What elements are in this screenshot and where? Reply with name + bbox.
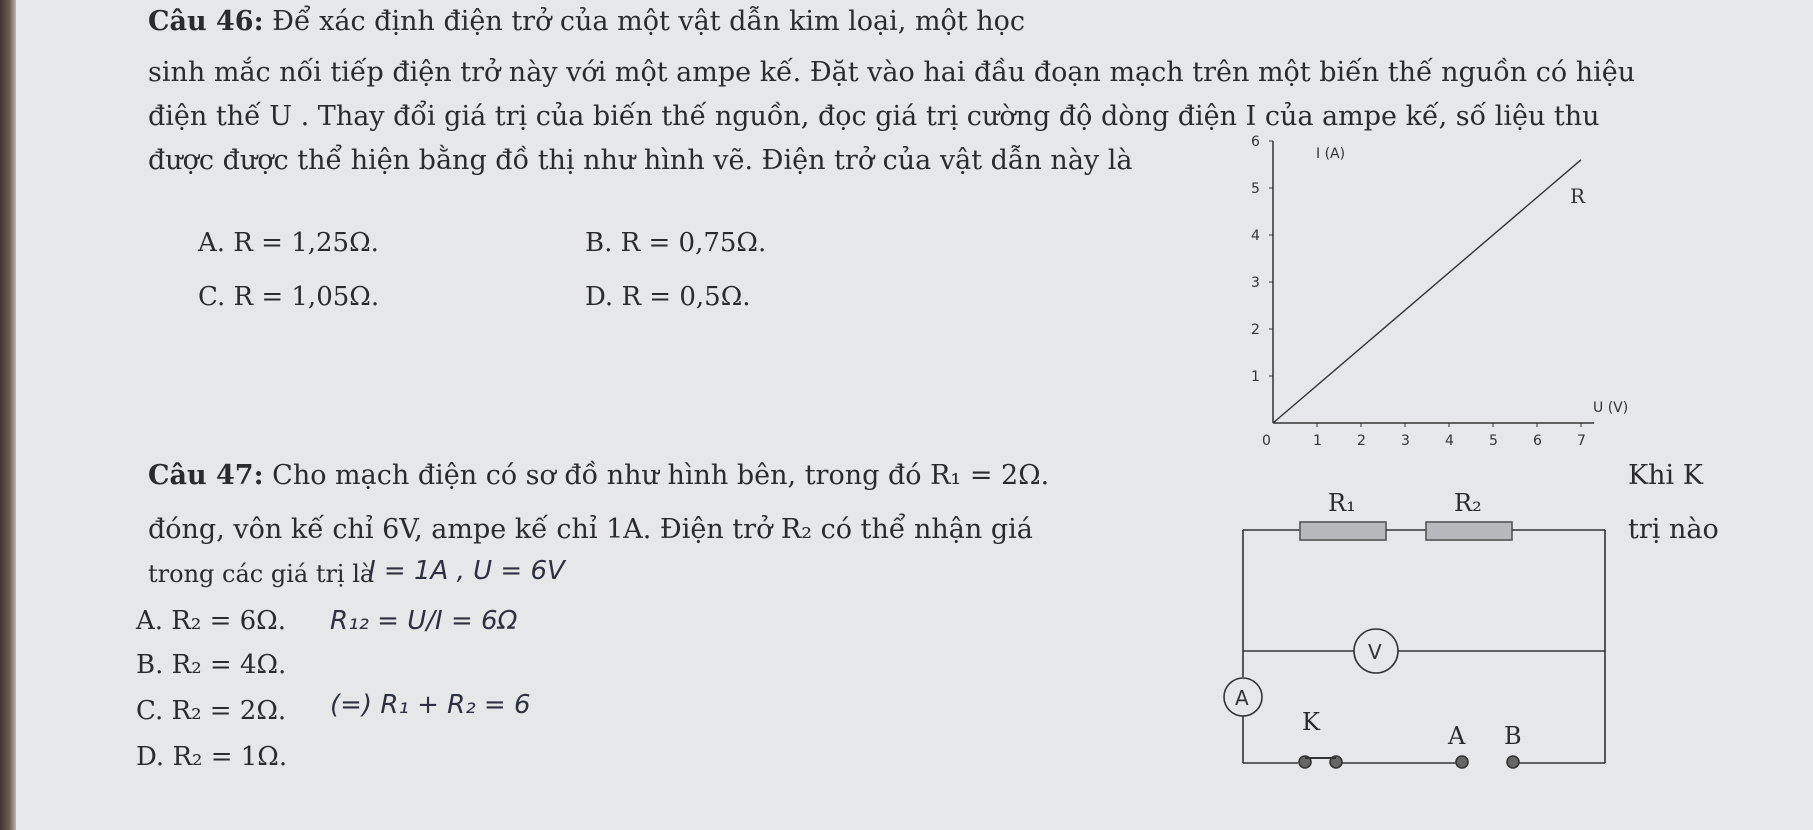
label-r2: R₂ [1454, 489, 1482, 517]
q47-line1: Câu 47: Cho mạch điện có sơ đồ như hình bên, trong đó R₁ = 2Ω. [148, 460, 1050, 491]
label-point-b: B [1504, 722, 1522, 750]
resistor-r2 [1426, 522, 1512, 540]
q47-line3: trong các giá trị là [148, 560, 375, 588]
label-voltmeter: V [1368, 640, 1382, 664]
y-tick-label: 3 [1251, 275, 1260, 291]
q47-option-a: A. R₂ = 6Ω. [136, 606, 286, 636]
q47-line2: đóng, vôn kế chỉ 6V, ampe kế chỉ 1A. Điện trở R₂ có thể nhận giá [148, 514, 1033, 545]
x-tick-label: 7 [1577, 433, 1586, 449]
handwriting-given: I = 1A , U = 6V [368, 556, 565, 586]
y-tick-label: 5 [1251, 181, 1260, 197]
q46-option-a: A. R = 1,25Ω. [198, 228, 379, 258]
q46-option-c: C. R = 1,05Ω. [198, 282, 380, 312]
x-tick-label: 5 [1489, 433, 1498, 449]
q47-label: Câu 47: [148, 460, 264, 491]
x-tick-label: 1 [1313, 433, 1322, 449]
y-tick-label: 2 [1251, 322, 1260, 338]
q46-option-d: D. R = 0,5Ω. [585, 282, 751, 312]
x-tick-label: 2 [1357, 433, 1366, 449]
q46-line2: sinh mắc nối tiếp điện trở này với một ampe kế. Đặt vào hai đầu đoạn mạch trên một biến thế nguồn có hiệu [148, 57, 1636, 88]
label-ammeter: A [1235, 686, 1249, 710]
q46-line4: được được thể hiện bằng đồ thị như hình vẽ. Điện trở của vật dẫn này là [148, 145, 1133, 176]
q47-line2-right: trị nào [1628, 514, 1719, 545]
y-axis-label: I (A) [1316, 146, 1346, 162]
q47-line1-right: Khi K [1628, 460, 1703, 491]
q46-option-b: B. R = 0,75Ω. [585, 228, 767, 258]
x-tick-label: 3 [1401, 433, 1410, 449]
y-tick-label: 6 [1251, 134, 1260, 150]
label-switch: K [1302, 708, 1320, 736]
series-label: R [1570, 184, 1586, 208]
q47-option-b: B. R₂ = 4Ω. [136, 650, 287, 680]
y-tick-label: 1 [1251, 369, 1260, 385]
label-point-a: A [1448, 722, 1466, 750]
terminal-a [1456, 756, 1468, 768]
q47-option-c: C. R₂ = 2Ω. [136, 696, 287, 726]
origin-label: 0 [1262, 433, 1271, 449]
q46-label: Câu 46: [148, 6, 264, 37]
circuit-diagram [1224, 522, 1605, 768]
handwriting-step1: R₁₂ = U/I = 6Ω [330, 606, 518, 636]
x-axis-label: U (V) [1593, 400, 1629, 416]
x-tick-label: 6 [1533, 433, 1542, 449]
label-r1: R₁ [1328, 489, 1356, 517]
x-tick-label: 4 [1445, 433, 1454, 449]
q46-line3: điện thế U . Thay đổi giá trị của biến thế nguồn, đọc giá trị cường độ dòng điện I của ampe kế, số liệu thu [148, 101, 1600, 132]
series-line [1273, 160, 1581, 423]
q47-option-d: D. R₂ = 1Ω. [136, 742, 288, 772]
terminal-b [1507, 756, 1519, 768]
handwriting-step2: (=) R₁ + R₂ = 6 [330, 690, 531, 720]
y-tick-label: 4 [1251, 228, 1260, 244]
resistor-r1 [1300, 522, 1386, 540]
q46-line1: Câu 46: Để xác định điện trở của một vật dẫn kim loại, một học [148, 6, 1026, 37]
